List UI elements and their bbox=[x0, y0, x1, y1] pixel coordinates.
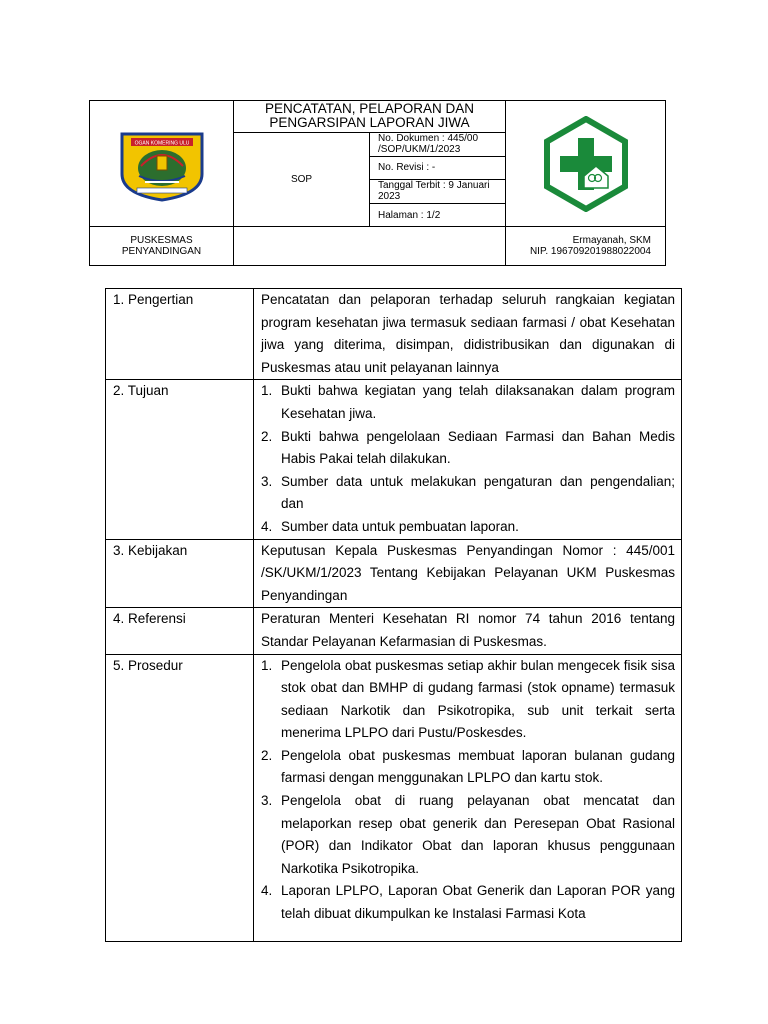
puskesmas-line-1: PUSKESMAS bbox=[130, 235, 193, 247]
sop-label: SOP bbox=[234, 132, 370, 227]
sop-content-table bbox=[105, 288, 682, 942]
list-item bbox=[261, 790, 675, 880]
item-number: 4. bbox=[261, 518, 273, 534]
left-logo-cell bbox=[90, 101, 234, 227]
row-kebijakan bbox=[106, 539, 682, 608]
item-text: Sumber data untuk pembuatan laporan. bbox=[281, 518, 519, 534]
signer-info bbox=[506, 227, 666, 266]
puskesmas-cross-logo-icon bbox=[538, 116, 634, 212]
emblem-banner-text: OGAN KOMERING ULU bbox=[134, 140, 189, 147]
label-pengertian: 1. Pengertian bbox=[106, 289, 254, 380]
list-item bbox=[261, 880, 675, 925]
no-dokumen: No. Dokumen : 445/00 /SOP/UKM/1/2023 bbox=[370, 132, 506, 156]
puskesmas-line-2: PENYANDINGAN bbox=[121, 246, 202, 258]
item-number: 3. bbox=[261, 793, 273, 809]
item-text: Bukti bahwa pengelolaan Sediaan Farmasi dan Bahan Medis Habis Pakai telah dilakukan. bbox=[281, 428, 675, 467]
row-referensi bbox=[106, 608, 682, 654]
list-item bbox=[261, 516, 675, 539]
halaman: Halaman : 1/2 bbox=[370, 203, 506, 226]
list-item bbox=[261, 426, 675, 471]
list-item bbox=[261, 745, 675, 790]
label-tujuan: 2. Tujuan bbox=[106, 380, 254, 539]
signature-blank bbox=[234, 227, 506, 266]
row-prosedur bbox=[106, 654, 682, 941]
list-item bbox=[261, 655, 675, 745]
item-text: Pengelola obat di ruang pelayanan obat mencatat dan melaporkan resep obat generik dan Peresepan Obat Rasional (POR) dan Indikator Obat dan laporan khusus penggunaan Narkotika Psikotropika. bbox=[281, 793, 675, 876]
text-pengertian: Pencatatan dan pelaporan terhadap seluruh rangkaian kegiatan program kesehatan jiwa termasuk sediaan farmasi / obat Kesehatan jiwa yang diterima, disimpan, didistribusikan dan digunakan di Puskesmas atau unit pelayanan lainnya bbox=[254, 289, 682, 380]
label-kebijakan: 3. Kebijakan bbox=[106, 539, 254, 608]
regency-emblem-icon bbox=[117, 126, 207, 202]
item-number: 2. bbox=[261, 747, 273, 763]
item-number: 1. bbox=[261, 383, 273, 399]
document-title: PENCATATAN, PELAPORAN DAN PENGARSIPAN LAPORAN JIWA bbox=[234, 101, 506, 133]
puskesmas-name bbox=[90, 227, 234, 266]
list-tujuan bbox=[261, 380, 675, 538]
text-kebijakan: Keputusan Kepala Puskesmas Penyandingan Nomor : 445/001 /SK/UKM/1/2023 Tentang Kebijakan Pelayanan UKM Puskesmas Penyandingan bbox=[254, 539, 682, 608]
tanggal-terbit: Tanggal Terbit : 9 Januari 2023 bbox=[370, 179, 506, 203]
item-text: Bukti bahwa kegiatan yang telah dilaksanakan dalam program Kesehatan jiwa. bbox=[281, 383, 675, 421]
signer-name: Ermayanah, SKM bbox=[572, 235, 651, 247]
list-item bbox=[261, 380, 675, 425]
list-prosedur bbox=[261, 655, 675, 926]
item-text: Laporan LPLPO, Laporan Obat Generik dan Laporan POR yang telah dibuat dikumpulkan ke Instalasi Farmasi Kota bbox=[281, 883, 675, 922]
no-revisi: No. Revisi : - bbox=[370, 156, 506, 179]
row-pengertian bbox=[106, 289, 682, 380]
item-number: 2. bbox=[261, 428, 273, 444]
prosedur-clip bbox=[261, 655, 675, 941]
right-logo-cell bbox=[506, 101, 666, 227]
item-text: Pengelola obat puskesmas membuat laporan bulanan gudang farmasi dengan menggunakan LPLPO dan kartu stok. bbox=[281, 747, 675, 786]
item-number: 4. bbox=[261, 883, 273, 899]
text-referensi: Peraturan Menteri Kesehatan RI nomor 74 tahun 2016 tentang Standar Pelayanan Kefarmasian di Puskesmas. bbox=[254, 608, 682, 654]
label-referensi: 4. Referensi bbox=[106, 608, 254, 654]
document-header bbox=[89, 100, 666, 266]
label-prosedur: 5. Prosedur bbox=[106, 654, 254, 941]
list-item bbox=[261, 471, 675, 516]
row-tujuan bbox=[106, 380, 682, 539]
signer-nip: NIP. 196709201988022004 bbox=[529, 246, 651, 258]
item-number: 3. bbox=[261, 473, 273, 489]
item-text: Sumber data untuk melakukan pengaturan dan pengendalian; dan bbox=[281, 473, 675, 512]
item-text: Pengelola obat puskesmas setiap akhir bulan mengecek fisik sisa stok obat dan BMHP di gudang farmasi (stok opname) termasuk sediaan Narkotik dan Psikotropika, sub unit terkait serta menerima LPLPO dari Pustu/Poskesdes. bbox=[281, 657, 675, 741]
item-number: 1. bbox=[261, 657, 273, 673]
